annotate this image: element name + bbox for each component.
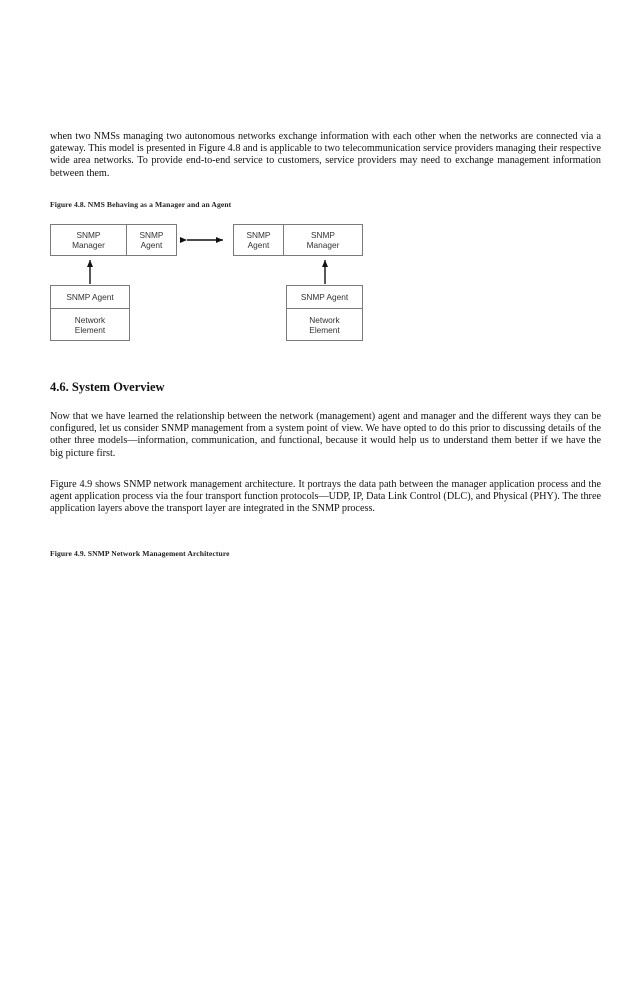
section-heading (50, 380, 165, 395)
right-element-agent-label: SNMP Agent (300, 292, 349, 302)
left-nms-agent-line-1: SNMP (139, 230, 164, 240)
right-element-line-1: Network (309, 314, 340, 325)
paragraph-gateway-model: when two NMSs managing two autonomous networks exchange information with each other when the networks are connected via a gateway. This model is presented in Figure 4.8 and is applicable to two telecommunication service providers managing their respective wide area networks. To provide end-to-end service to customers, service providers may need to exchange management information between them. (50, 131, 601, 179)
left-nms-manager-line-2: Manager (72, 240, 105, 250)
left-nms-agent-line-2: Agent (140, 240, 163, 250)
section-title: System Overview (71, 380, 165, 394)
section-number: 4.6. (50, 380, 69, 394)
paragraph-figure-4-9-description: Figure 4.9 shows SNMP network management architecture. It portrays the data path between the manager application process and the agent application process via the four transport function protocols—UDP, IP, Data Link Control (DLC), and Physical (PHY). The three application layers above the transport layer are integrated in the SNMP process. (50, 479, 601, 515)
left-element-agent-label: SNMP Agent (66, 292, 114, 302)
right-nms-manager-line-1: SNMP (311, 230, 335, 240)
right-nms-manager-line-2: Manager (306, 240, 340, 250)
right-nms-agent-line-2: Agent (247, 240, 270, 250)
figure-4-9-caption: Figure 4.9. SNMP Network Management Architecture (50, 549, 230, 558)
paragraph-system-overview: Now that we have learned the relationship between the network (management) agent and manager and the different ways they can be configured, let us consider SNMP management from a system point of view. We have opted to do this prior to discussing details of the other three models—information, communication, and functional, because it would help us to understand them better if we have the big picture first. (50, 411, 601, 459)
right-nms-agent-line-1: SNMP (246, 230, 271, 240)
left-element-line-2: Element (74, 324, 106, 335)
figure-4-8-caption: Figure 4.8. NMS Behaving as a Manager and an Agent (50, 200, 232, 209)
left-element-line-1: Network (74, 314, 106, 325)
left-nms-manager-line-1: SNMP (76, 230, 101, 240)
right-element-line-2: Element (309, 324, 340, 335)
